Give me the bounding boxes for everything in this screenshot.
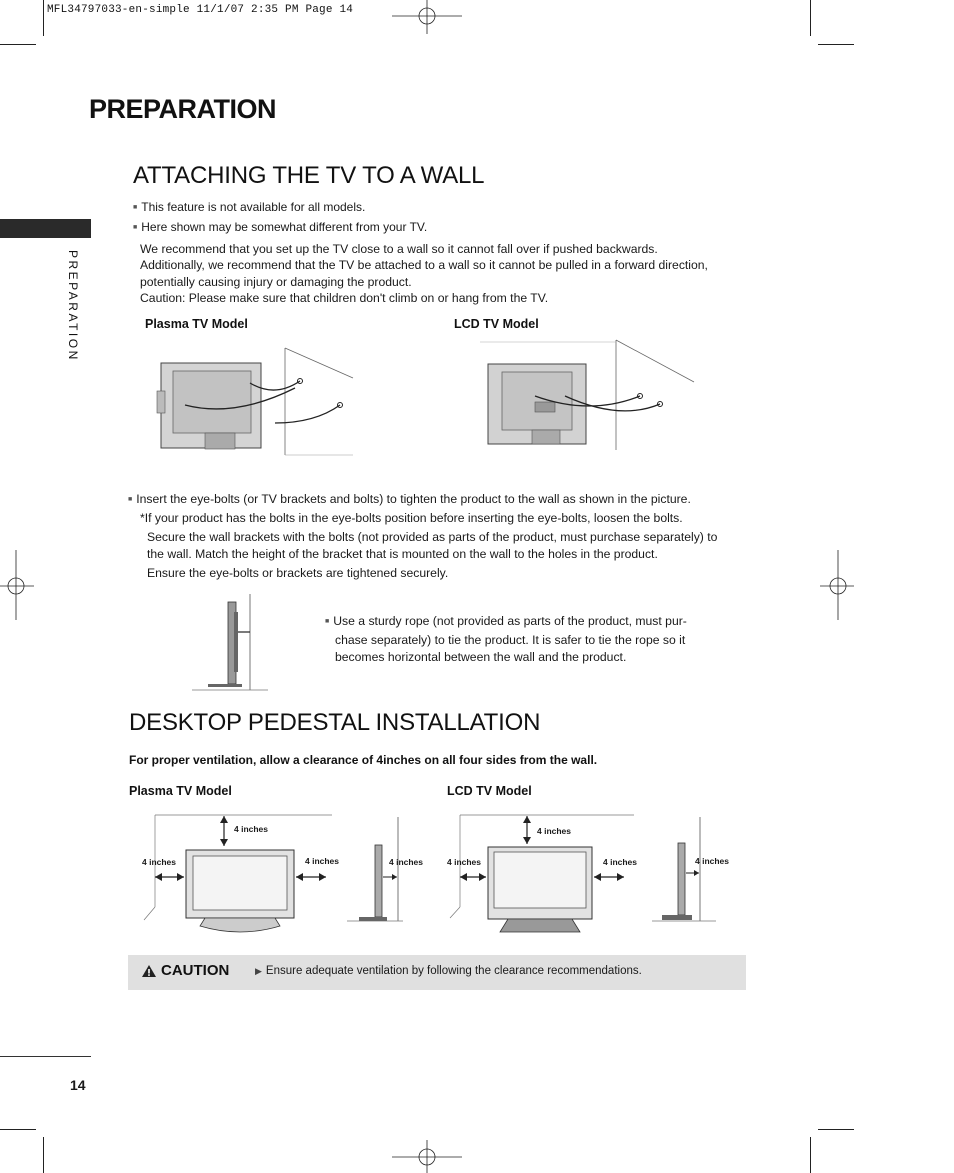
page-number: 14 bbox=[70, 1077, 86, 1093]
rope-line: ■ Use a sturdy rope (not provided as parts of the product, must pur- bbox=[325, 613, 687, 632]
clearance-label: 4 inches bbox=[234, 824, 269, 834]
registration-mark-icon bbox=[820, 550, 854, 620]
clearance-label: 4 inches bbox=[389, 857, 424, 867]
pedestal-plasma-label: Plasma TV Model bbox=[129, 784, 232, 798]
registration-mark-icon bbox=[0, 550, 34, 620]
wall-notes bbox=[133, 199, 427, 238]
clearance-label: 4 inches bbox=[603, 857, 638, 867]
plasma-side-illustration bbox=[345, 815, 405, 925]
lcd-model-label: LCD TV Model bbox=[454, 317, 539, 331]
insert-bullet bbox=[128, 491, 691, 510]
lcd-wall-illustration bbox=[480, 336, 698, 454]
caution-message: Ensure adequate ventilation by following the clearance recommendations. bbox=[265, 965, 642, 977]
print-header: MFL34797033-en-simple 11/1/07 2:35 PM Page 14 bbox=[47, 4, 354, 16]
wall-paragraph bbox=[140, 241, 708, 306]
caution-text bbox=[255, 965, 642, 977]
side-label: PREPARATION bbox=[66, 250, 80, 362]
clearance-label: 4 inches bbox=[537, 826, 572, 836]
rope-line: chase separately) to tie the product. It is safer to tie the rope so it bbox=[335, 633, 686, 647]
plasma-wall-illustration bbox=[155, 343, 355, 458]
insert-note: *If your product has the bolts in the eye-bolts position before inserting the eye-bolts, loosen the bolts. bbox=[140, 511, 683, 525]
note-line: ■ This feature is not available for all models. bbox=[133, 199, 427, 218]
paragraph-line: We recommend that you set up the TV close to a wall so it cannot fall over if pushed backwards. bbox=[140, 242, 658, 256]
pedestal-intro: For proper ventilation, allow a clearance of 4inches on all four sides from the wall. bbox=[129, 753, 598, 767]
lcd-side-illustration bbox=[650, 815, 720, 925]
crop-mark bbox=[43, 1137, 44, 1173]
clearance-label: 4 inches bbox=[305, 856, 340, 866]
paragraph-line: Additionally, we recommend that the TV be attached to a wall so it cannot be pulled in a forward direction, bbox=[140, 258, 708, 273]
registration-mark-icon bbox=[392, 0, 462, 34]
caution-label bbox=[141, 962, 229, 979]
crop-mark bbox=[0, 1129, 36, 1130]
crop-mark bbox=[810, 1137, 811, 1173]
pedestal-section-title: DESKTOP PEDESTAL INSTALLATION bbox=[129, 709, 541, 736]
crop-mark bbox=[810, 0, 811, 36]
clearance-label: 4 inches bbox=[695, 856, 730, 866]
side-tab bbox=[0, 219, 91, 238]
registration-mark-icon bbox=[392, 1140, 462, 1173]
secure-line: the wall. Match the height of the bracket that is mounted on the wall to the holes in the product. bbox=[147, 547, 658, 561]
secure-paragraph bbox=[147, 529, 717, 582]
secure-line: Ensure the eye-bolts or brackets are tightened securely. bbox=[147, 566, 449, 580]
caution-arrow-icon: ▶ bbox=[255, 966, 262, 976]
caution-title: CAUTION bbox=[161, 962, 230, 979]
rope-side-illustration bbox=[190, 592, 272, 692]
clearance-label: 4 inches bbox=[142, 857, 177, 867]
paragraph-line: potentially causing injury or damaging the product. bbox=[140, 274, 412, 289]
footer-rule bbox=[0, 1056, 91, 1057]
wall-section-title: ATTACHING THE TV TO A WALL bbox=[133, 162, 485, 189]
bullet-text: ■ Insert the eye-bolts (or TV brackets and bolts) to tighten the product to the wall as shown in the picture. bbox=[128, 492, 691, 506]
rope-line: becomes horizontal between the wall and the product. bbox=[335, 650, 627, 664]
crop-mark bbox=[0, 44, 36, 45]
paragraph-line: Caution: Please make sure that children don't climb on or hang from the TV. bbox=[140, 290, 549, 305]
crop-mark bbox=[818, 1129, 854, 1130]
rope-paragraph bbox=[325, 613, 687, 666]
pedestal-lcd-label: LCD TV Model bbox=[447, 784, 532, 798]
note-line: ■ Here shown may be somewhat different from your TV. bbox=[133, 219, 427, 238]
plasma-model-label: Plasma TV Model bbox=[145, 317, 248, 331]
warning-icon bbox=[141, 964, 157, 978]
section-title: PREPARATION bbox=[89, 94, 277, 124]
crop-mark bbox=[818, 44, 854, 45]
secure-line: Secure the wall brackets with the bolts (not provided as parts of the product, must purchase separately) to bbox=[147, 530, 718, 544]
crop-mark bbox=[43, 0, 44, 36]
clearance-label: 4 inches bbox=[447, 857, 482, 867]
